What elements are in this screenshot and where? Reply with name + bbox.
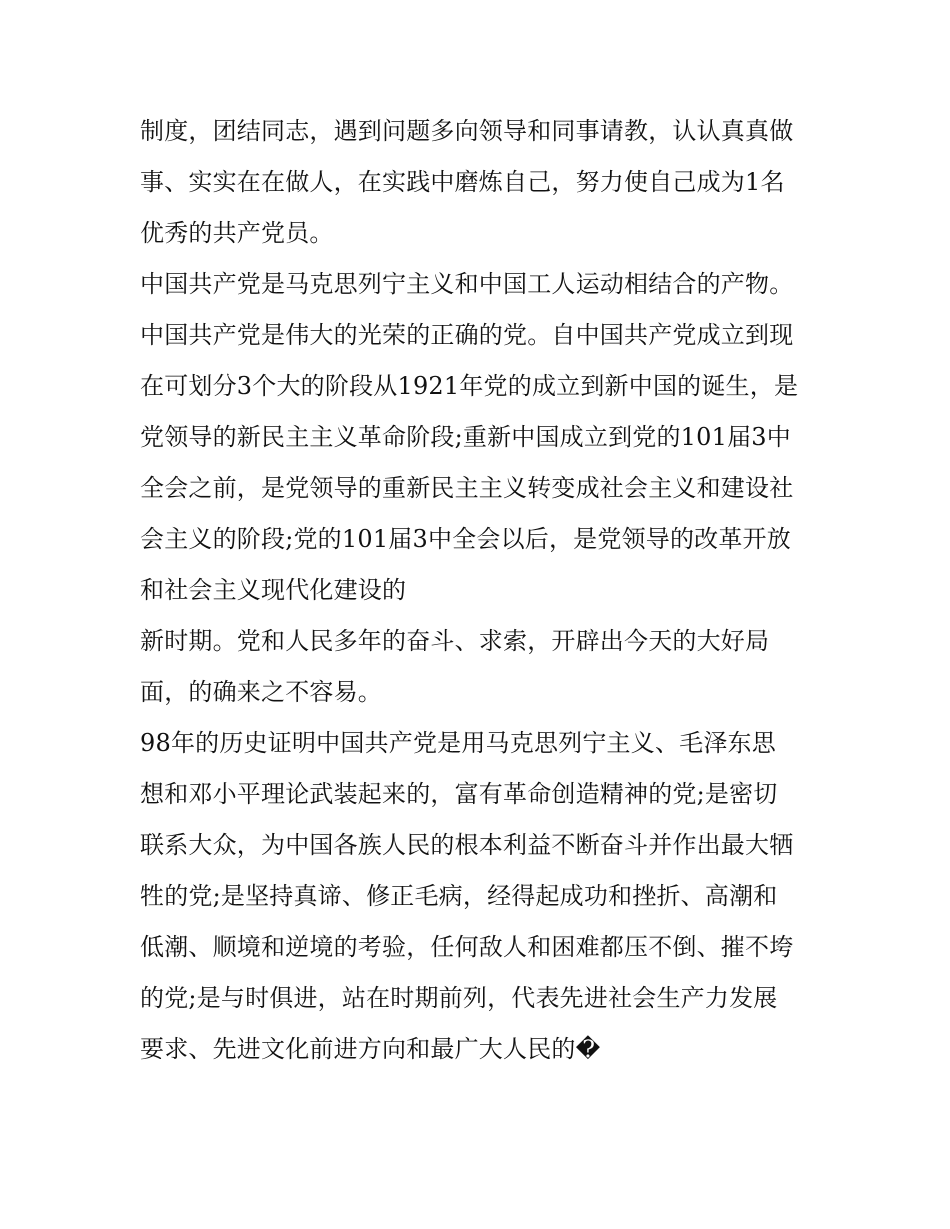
text-line: 联系大众，为中国各族人民的根本利益不断奋斗并作出最大牺 [140, 831, 794, 859]
text-line: 98年的历史证明中国共产党是用马克思列宁主义、毛泽东思 [140, 729, 776, 757]
text-line: 牲的党;是坚持真谛、修正毛病，经得起成功和挫折、高潮和 [140, 882, 778, 910]
text-line: 低潮、顺境和逆境的考验，任何敌人和困难都压不倒、摧不垮 [140, 933, 794, 961]
text-line: 党领导的新民主主义革命阶段;重新中国成立到党的101届3中 [140, 423, 791, 451]
text-line: 面，的确来之不容易。 [140, 678, 382, 706]
text-line: 要求、先进文化前进方向和最广大人民的� [140, 1035, 601, 1063]
text-line: 会主义的阶段;党的101届3中全会以后，是党领导的改革开放 [140, 525, 791, 553]
text-line: 中国共产党是马克思列宁主义和中国工人运动相结合的产物。 [140, 270, 794, 298]
text-line: 中国共产党是伟大的光荣的正确的党。自中国共产党成立到现 [140, 321, 794, 349]
text-line: 制度，团结同志，遇到问题多向领导和同事请教，认认真真做 [140, 117, 794, 145]
text-line: 和社会主义现代化建设的 [140, 576, 407, 604]
text-line: 在可划分3个大的阶段从1921年党的成立到新中国的诞生，是 [140, 372, 799, 400]
text-line: 优秀的共产党员。 [140, 219, 334, 247]
text-line: 新时期。党和人民多年的奋斗、求索，开辟出今天的大好局 [140, 627, 770, 655]
text-line: 事、实实在在做人，在实践中磨炼自己，努力使自己成为1名 [140, 168, 785, 196]
document-body [140, 106, 830, 1075]
text-line: 的党;是与时俱进，站在时期前列，代表先进社会生产力发展 [140, 984, 778, 1012]
text-line: 全会之前，是党领导的重新民主主义转变成社会主义和建设社 [140, 474, 794, 502]
text-line: 想和邓小平理论武装起来的，富有革命创造精神的党;是密切 [140, 780, 778, 808]
